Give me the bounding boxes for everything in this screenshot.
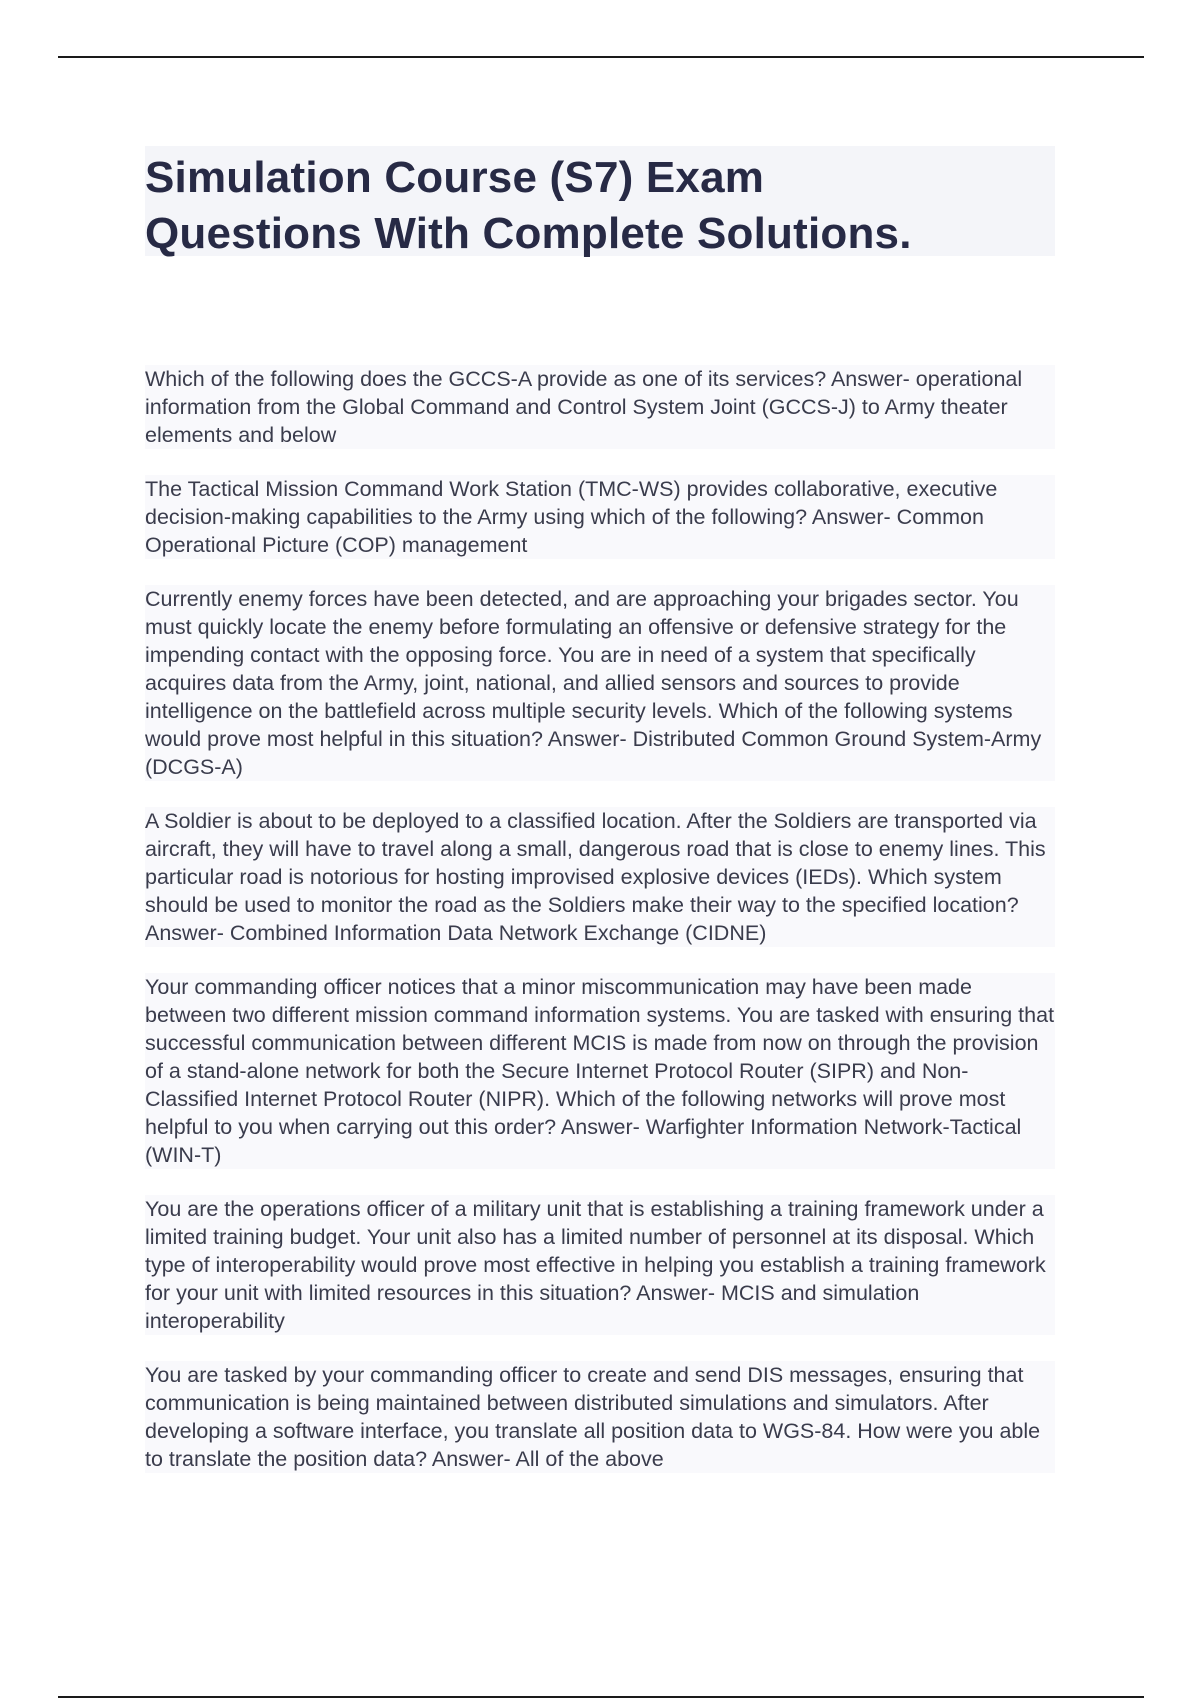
qa-item: A Soldier is about to be deployed to a classified location. After the Soldiers are transported via aircraft, they will have to travel along a small, dangerous road that is close to enemy lines. This particular road is notorious for hosting improvised explosive devices (IEDs). Which system should be used to monitor the road as the Soldiers make their way to the specified location? Answer- Combined Information Data Network Exchange (CIDNE) xyxy=(145,807,1055,947)
qa-item: Currently enemy forces have been detected, and are approaching your brigades sector. You must quickly locate the enemy before formulating an offensive or defensive strategy for the impending contact with the opposing force. You are in need of a system that specifically acquires data from the Army, joint, national, and allied sensors and sources to provide intelligence on the battlefield across multiple security levels. Which of the following systems would prove most helpful in this situation? Answer- Distributed Common Ground System-Army (DCGS-A) xyxy=(145,585,1055,781)
bottom-rule xyxy=(58,1696,1144,1698)
document-title xyxy=(145,150,1055,262)
qa-item: Which of the following does the GCCS-A provide as one of its services? Answer- operational information from the Global Command and Control System Joint (GCCS-J) to Army theater elements and below xyxy=(145,365,1055,449)
qa-item: You are the operations officer of a military unit that is establishing a training framework under a limited training budget. Your unit also has a limited number of personnel at its disposal. Which type of interoperability would prove most effective in helping you establish a training framework for your unit with limited resources in this situation? Answer- MCIS and simulation interoperability xyxy=(145,1195,1055,1335)
qa-item: The Tactical Mission Command Work Station (TMC-WS) provides collaborative, executive decision-making capabilities to the Army using which of the following? Answer- Common Operational Picture (COP) management xyxy=(145,475,1055,559)
qa-item: Your commanding officer notices that a minor miscommunication may have been made between two different mission command information systems. You are tasked with ensuring that successful communication between different MCIS is made from now on through the provision of a stand-alone network for both the Secure Internet Protocol Router (SIPR) and Non-Classified Internet Protocol Router (NIPR). Which of the following networks will prove most helpful to you when carrying out this order? Answer- Warfighter Information Network-Tactical (WIN-T) xyxy=(145,975,1055,1167)
title-block xyxy=(145,146,1055,256)
top-rule xyxy=(58,56,1144,58)
title-line-1: Simulation Course (S7) Exam xyxy=(145,153,765,202)
title-line-2: Questions With Complete Solutions. xyxy=(145,209,912,258)
qa-list xyxy=(145,365,1055,1499)
qa-item: You are tasked by your commanding officer to create and send DIS messages, ensuring that communication is being maintained between distributed simulations and simulators. After developing a software interface, you translate all position data to WGS-84. How were you able to translate the position data? Answer- All of the above xyxy=(145,1361,1055,1473)
